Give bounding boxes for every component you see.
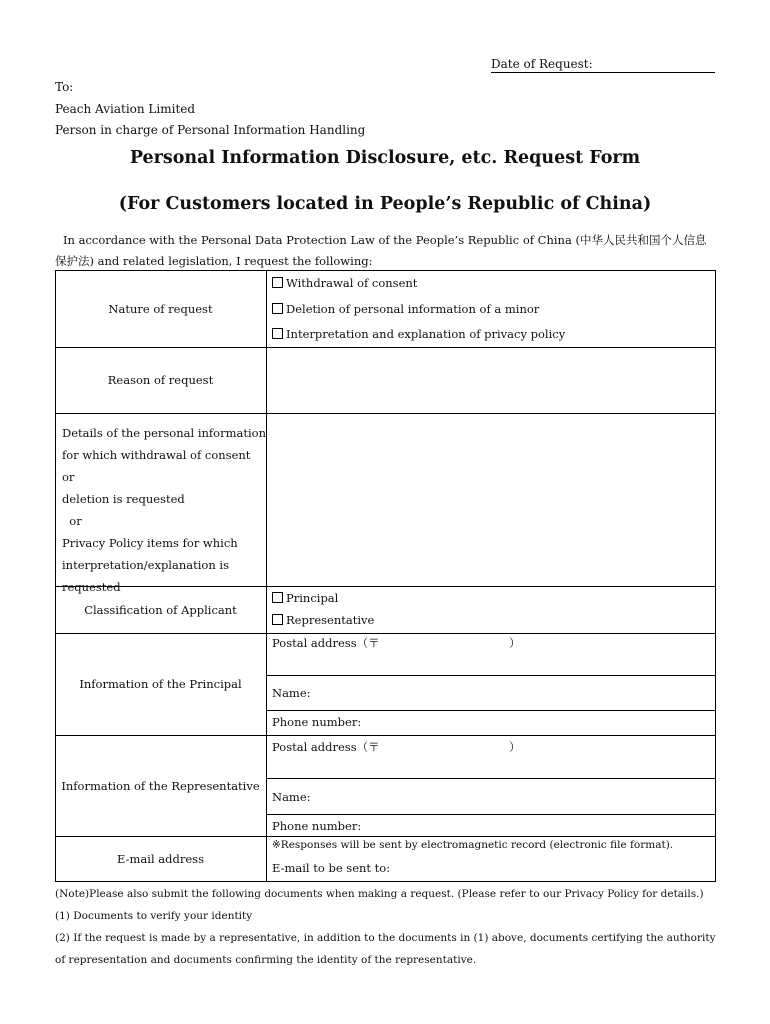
reason-label: Reason of request xyxy=(107,373,214,387)
postal-close-paren: ） xyxy=(509,740,521,754)
nature-of-request-label: Nature of request xyxy=(108,301,213,316)
principal-postal-field[interactable] xyxy=(272,635,380,651)
company-name: Peach Aviation Limited xyxy=(55,101,196,116)
principal-phone-field[interactable] xyxy=(272,715,361,729)
date-of-request-field[interactable] xyxy=(491,56,715,73)
representative-postal-field[interactable] xyxy=(272,739,380,755)
name-label: Name: xyxy=(272,686,311,700)
email-sent-to-label: E-mail to be sent to: xyxy=(272,861,391,875)
email-label: E-mail address xyxy=(117,851,204,866)
postal-label: Postal address（〒 xyxy=(272,636,380,650)
checkbox-principal[interactable] xyxy=(272,592,283,603)
phone-label: Phone number: xyxy=(272,819,362,833)
note-item-2: (2) If the request is made by a representative, in addition to the documents in (1) above, documents certifying the authority of representation and documents confirming the identity of the representative. xyxy=(55,932,716,966)
person-in-charge: Person in charge of Personal Information Handling xyxy=(55,123,366,137)
classification-label: Classification of Applicant xyxy=(84,602,237,617)
reason-field[interactable] xyxy=(267,348,715,413)
form-title: Personal Information Disclosure, etc. Request Form xyxy=(129,148,641,168)
details-label: Details of the personal information for which withdrawal of consent or deletion is requested or Privacy Policy items for which interpretation/explanation is requested xyxy=(62,426,266,594)
checkbox-deletion-minor[interactable] xyxy=(272,303,283,314)
intro-text: In accordance with the Personal Data Protection Law of the People’s Republic of China (中华人民共和国个人信息保护法) and related legislation, I request the following: xyxy=(55,233,707,268)
option-deletion-minor[interactable]: Deletion of personal information of a minor xyxy=(272,302,539,316)
checkbox-interpretation[interactable] xyxy=(272,328,283,339)
note-item-1: (1) Documents to verify your identity xyxy=(55,910,253,922)
email-field[interactable] xyxy=(272,861,390,875)
postal-close-paren: ） xyxy=(509,636,521,650)
addressee-block xyxy=(55,77,365,142)
principal-info-label: Information of the Principal xyxy=(79,677,242,691)
checkbox-representative[interactable] xyxy=(272,614,283,625)
notes-section xyxy=(55,883,720,971)
option-withdrawal[interactable]: Withdrawal of consent xyxy=(272,276,417,290)
checkbox-withdrawal[interactable] xyxy=(272,277,283,288)
representative-name-field[interactable] xyxy=(272,790,311,804)
note-intro: (Note)Please also submit the following documents when making a request. (Please refer to our Privacy Policy for details.) xyxy=(55,888,704,900)
option-principal[interactable]: Principal xyxy=(272,591,338,605)
email-note: ※Responses will be sent by electromagnetic record (electronic file format). xyxy=(272,839,674,851)
representative-phone-field[interactable] xyxy=(272,819,361,833)
details-field[interactable] xyxy=(267,414,715,586)
option-representative[interactable]: Representative xyxy=(272,613,374,627)
form-subtitle: (For Customers located in People’s Republic of China) xyxy=(118,194,652,214)
option-interpretation[interactable]: Interpretation and explanation of privacy policy xyxy=(272,327,565,341)
date-label: Date of Request: xyxy=(491,57,593,71)
principal-name-field[interactable] xyxy=(272,686,311,700)
postal-label: Postal address（〒 xyxy=(272,740,380,754)
representative-info-label: Information of the Representative xyxy=(61,778,260,793)
request-form-table xyxy=(55,270,716,910)
to-label: To: xyxy=(55,80,74,94)
name-label: Name: xyxy=(272,790,311,804)
phone-label: Phone number: xyxy=(272,715,362,729)
